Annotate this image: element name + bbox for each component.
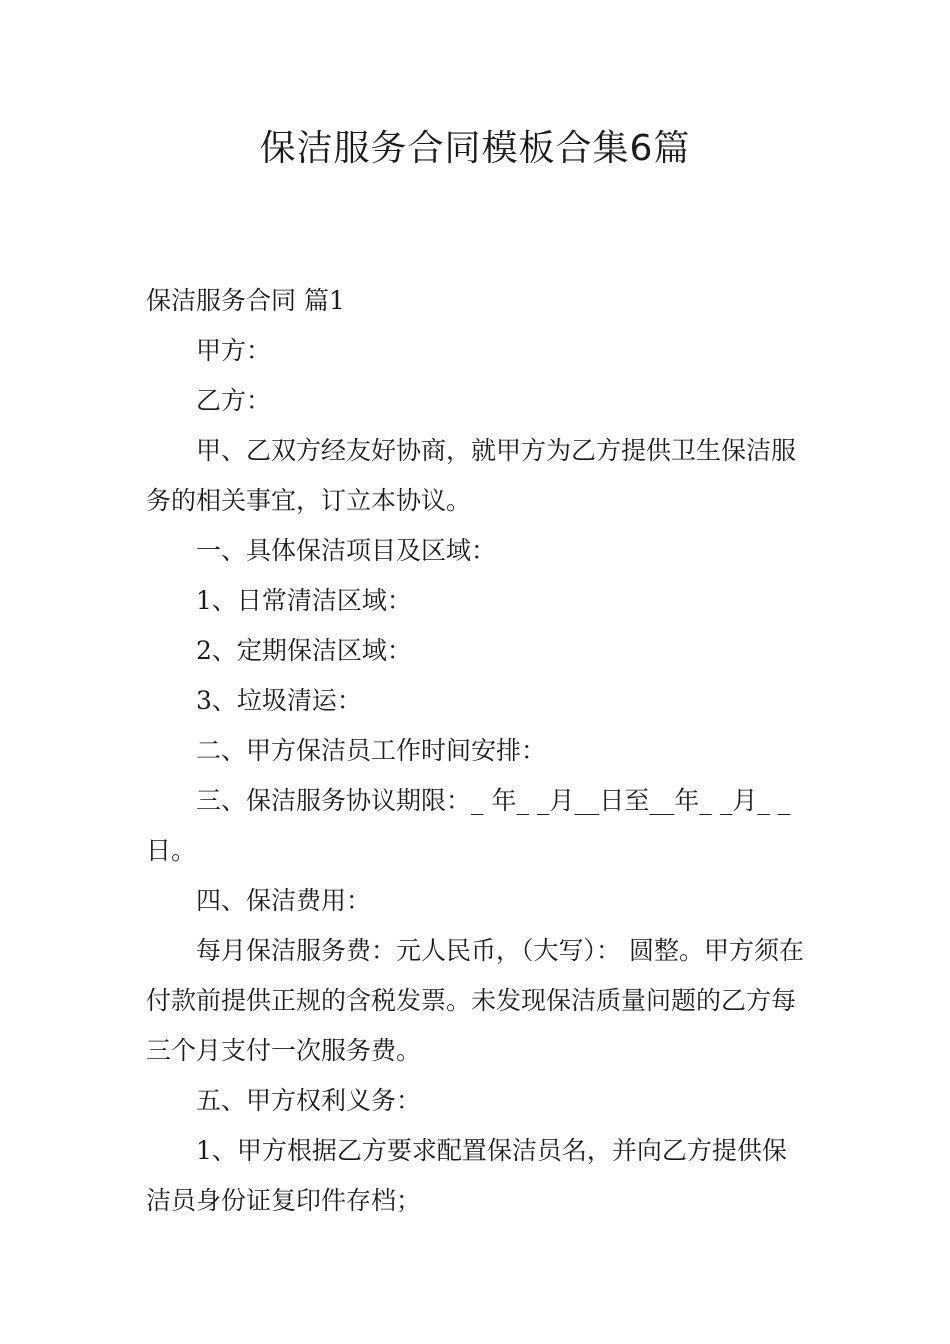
clause-1-item-3: 3、垃圾清运： <box>196 686 362 715</box>
party-a-line: 甲方： <box>196 336 272 365</box>
document-title: 保洁服务合同模板合集6篇 <box>259 128 691 169</box>
clause-4-heading: 四、保洁费用： <box>196 886 372 915</box>
clause-5-item-1: 1、甲方根据乙方要求配置保洁员名，并向乙方提供保洁员身份证复印件存档； <box>146 1136 787 1215</box>
document-body <box>146 276 810 1226</box>
clause-1-item-1: 1、日常清洁区域： <box>196 586 412 615</box>
section-heading: 保洁服务合同 篇1 <box>146 286 345 315</box>
clause-1-heading: 一、具体保洁项目及区域： <box>196 536 497 565</box>
clause-3-term: 三、保洁服务协议期限：_ 年_ _月__日至__年_ _月_ _日。 <box>146 786 791 865</box>
preamble-paragraph: 甲、乙双方经友好协商，就甲方为乙方提供卫生保洁服务的相关事宜，订立本协议。 <box>146 436 797 515</box>
clause-4-fee-paragraph: 每月保洁服务费：元人民币，（大写）： 圆整。甲方须在付款前提供正规的含税发票。未发现保洁质量问题的乙方每三个月支付一次服务费。 <box>146 936 804 1065</box>
clause-2-heading: 二、甲方保洁员工作时间安排： <box>196 736 547 765</box>
clause-1-item-2: 2、定期保洁区域： <box>196 636 412 665</box>
clause-5-heading: 五、甲方权利义务： <box>196 1086 422 1115</box>
party-b-line: 乙方： <box>196 386 272 415</box>
